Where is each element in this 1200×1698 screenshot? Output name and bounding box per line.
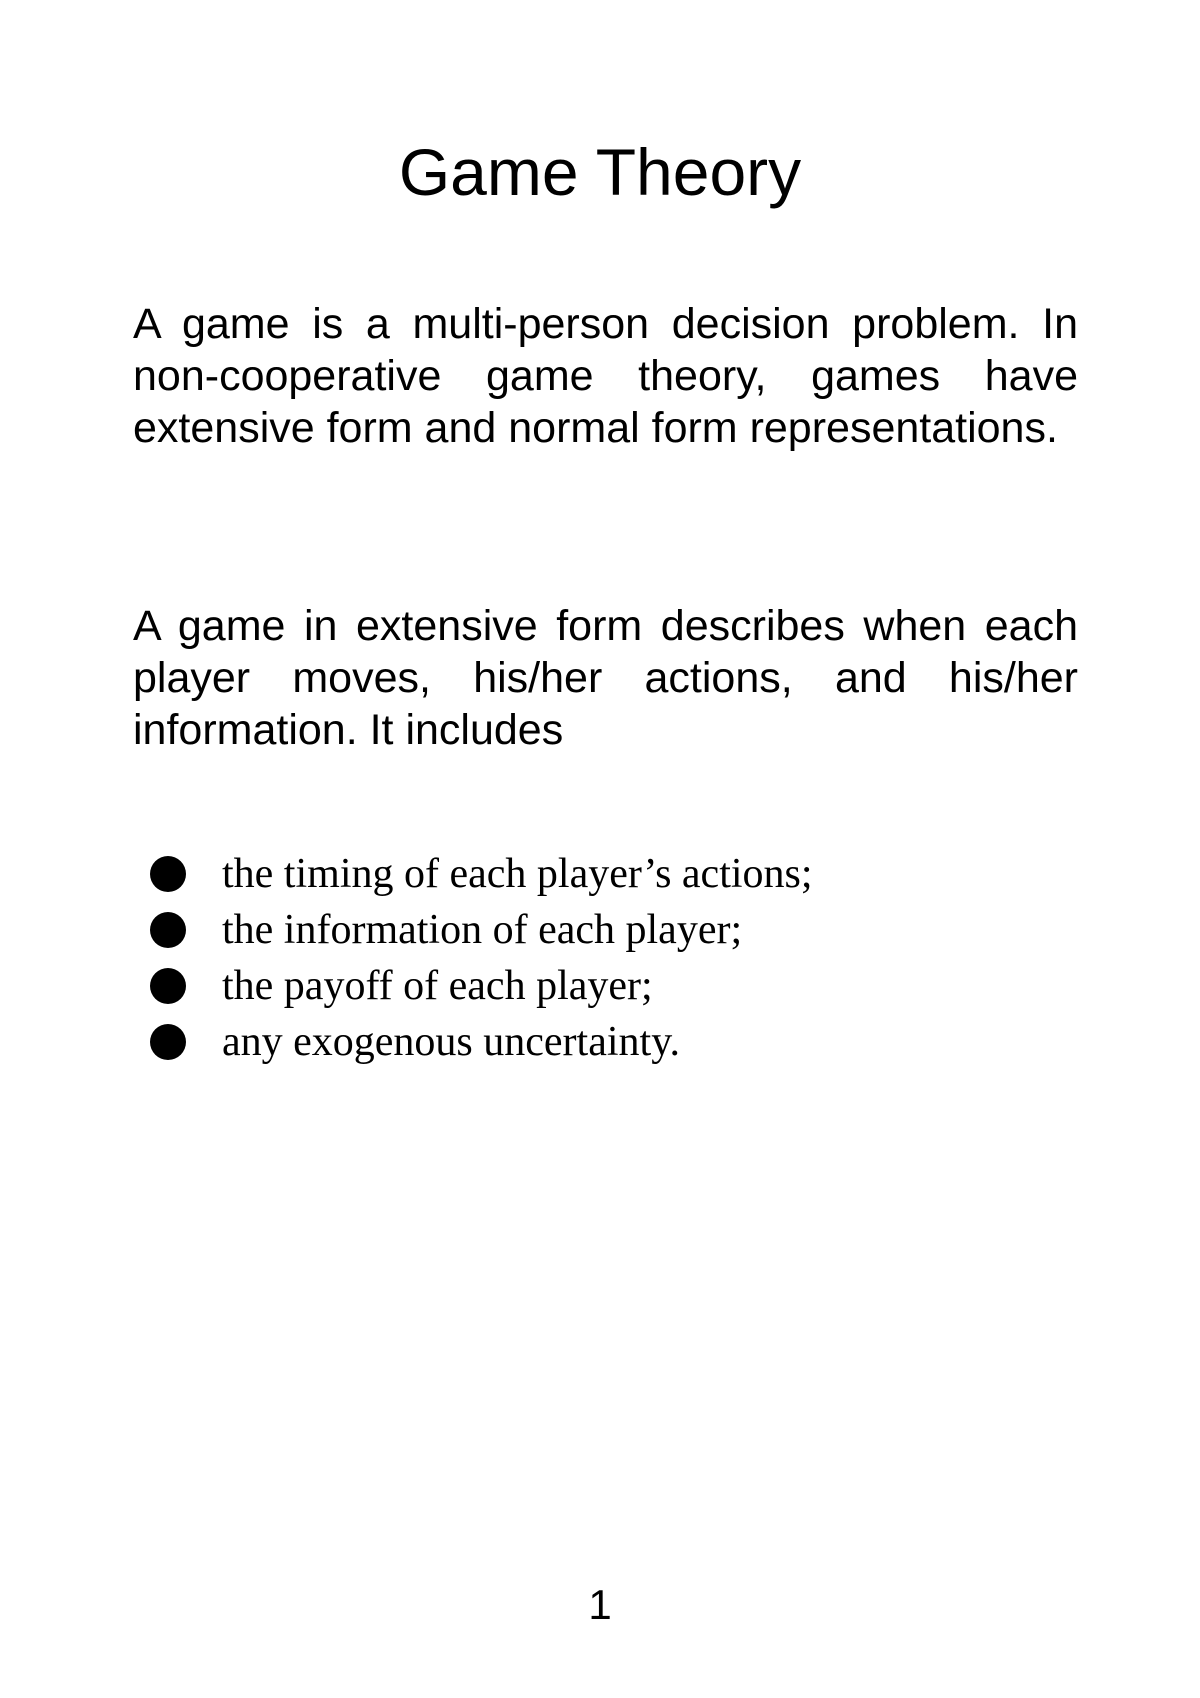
list-item xyxy=(150,958,813,1014)
list-item xyxy=(150,1014,813,1070)
bullet-text: the information of each player; xyxy=(222,907,743,953)
page-title: Game Theory xyxy=(398,135,802,209)
bullet-text: any exogenous uncertainty. xyxy=(222,1019,680,1065)
page-number: 1 xyxy=(588,1581,612,1628)
bullet-icon xyxy=(150,912,186,948)
list-item xyxy=(150,846,813,902)
bullet-icon xyxy=(150,968,186,1004)
bullet-icon xyxy=(150,1024,186,1060)
bullet-icon xyxy=(150,856,186,892)
bullet-text: the payoff of each player; xyxy=(222,963,653,1009)
bullet-list xyxy=(150,846,813,1070)
list-item xyxy=(150,902,813,958)
paragraph-intro: A game is a multi-person decision problem. In non-cooperative game theory, games have extensive form and normal form representations. xyxy=(133,300,1078,452)
bullet-text: the timing of each player’s actions; xyxy=(222,851,813,897)
paragraph-extensive-form: A game in extensive form describes when each player moves, his/her actions, and his/her information. It includes xyxy=(133,602,1078,754)
